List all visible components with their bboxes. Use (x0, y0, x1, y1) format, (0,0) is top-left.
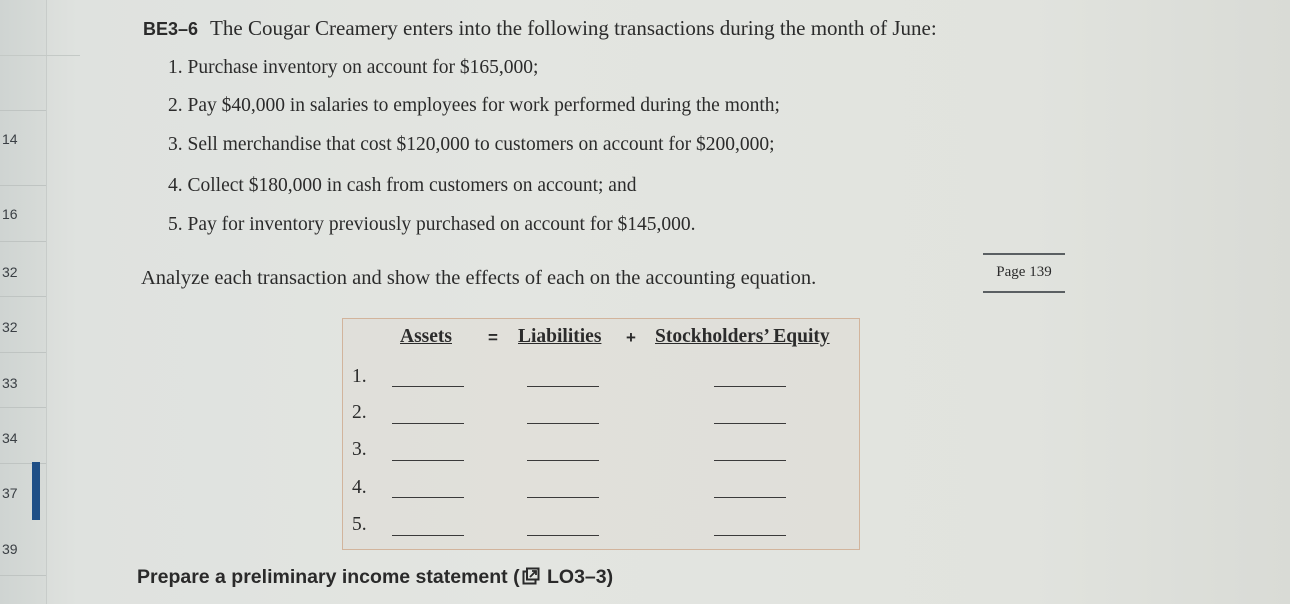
liabilities-blank[interactable] (527, 423, 599, 424)
section-heading (137, 566, 613, 589)
assets-blank[interactable] (392, 535, 464, 536)
learning-objective: LO3–3) (541, 566, 614, 588)
liabilities-blank[interactable] (527, 497, 599, 498)
plus-sign: + (626, 328, 636, 347)
assets-blank[interactable] (392, 386, 464, 387)
current-page-marker (32, 462, 40, 520)
row-number: 5. (352, 514, 367, 535)
sidebar-number: 16 (2, 206, 18, 222)
sidebar-number: 37 (2, 485, 18, 501)
exercise-id: BE3–6 (143, 19, 199, 39)
exercise-heading (143, 16, 937, 41)
sidebar-number: 39 (2, 541, 18, 557)
equity-blank[interactable] (714, 535, 786, 536)
list-item: 2. Pay $40,000 in salaries to employees for work performed during the month; (168, 95, 780, 116)
equity-blank[interactable] (714, 460, 786, 461)
sidebar-number: 34 (2, 430, 18, 446)
assets-blank[interactable] (392, 497, 464, 498)
equals-sign: = (488, 328, 498, 347)
row-number: 1. (352, 366, 367, 387)
section-heading-text: Prepare a preliminary income statement ( (137, 566, 520, 588)
liabilities-blank[interactable] (527, 535, 599, 536)
instruction-text: Analyze each transaction and show the effects of each on the accounting equation. (141, 267, 817, 289)
equity-blank[interactable] (714, 386, 786, 387)
sidebar-number: 32 (2, 264, 18, 280)
list-item: 1. Purchase inventory on account for $165,000; (168, 57, 539, 78)
accounting-equation-table (342, 318, 860, 550)
assets-blank[interactable] (392, 423, 464, 424)
equity-blank[interactable] (714, 423, 786, 424)
external-link-icon[interactable] (522, 567, 540, 585)
sidebar-margin (0, 0, 47, 604)
page-reference: Page 139 (983, 253, 1065, 293)
list-item: 5. Pay for inventory previously purchased on account for $145,000. (168, 214, 696, 235)
row-number: 3. (352, 439, 367, 460)
assets-header: Assets (400, 326, 452, 347)
list-item: 4. Collect $180,000 in cash from customers on account; and (168, 175, 637, 196)
sidebar-number: 33 (2, 375, 18, 391)
liabilities-blank[interactable] (527, 460, 599, 461)
liabilities-blank[interactable] (527, 386, 599, 387)
equity-blank[interactable] (714, 497, 786, 498)
row-number: 4. (352, 477, 367, 498)
assets-blank[interactable] (392, 460, 464, 461)
liabilities-header: Liabilities (518, 326, 602, 347)
equity-header: Stockholders’ Equity (655, 326, 830, 347)
row-number: 2. (352, 402, 367, 423)
sidebar-number: 14 (2, 131, 18, 147)
sidebar-number: 32 (2, 319, 18, 335)
exercise-prompt: The Cougar Creamery enters into the following transactions during the month of June: (210, 16, 937, 40)
list-item: 3. Sell merchandise that cost $120,000 to customers on account for $200,000; (168, 134, 775, 155)
